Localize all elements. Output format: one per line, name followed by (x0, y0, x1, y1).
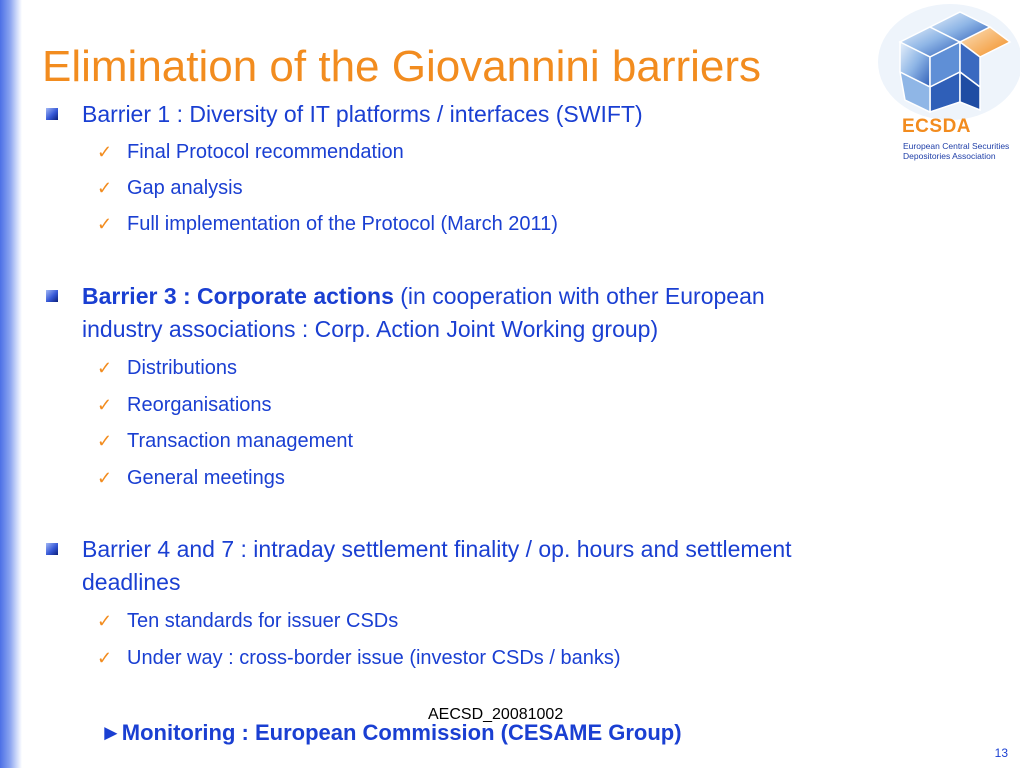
section-2-item-4: General meetings (127, 467, 285, 489)
monitoring-line: ►Monitoring : European Commission (CESAME Group) (100, 720, 682, 745)
section-3-heading (82, 533, 792, 599)
section-2-heading-line-1: (in cooperation with other European (393, 283, 765, 309)
section-2-heading (82, 280, 765, 346)
footer-document-code: AECSD_20081002 (428, 706, 564, 723)
checkmark-icon: ✓ (97, 648, 113, 668)
page-number: 13 (994, 746, 1008, 760)
section-1-item-2: Gap analysis (127, 177, 243, 199)
checkmark-icon: ✓ (97, 468, 113, 488)
section-1-heading: Barrier 1 : Diversity of IT platforms / interfaces (SWIFT) (82, 101, 643, 127)
checkmark-icon: ✓ (97, 431, 113, 451)
checkmark-icon: ✓ (97, 214, 113, 234)
section-2-item-1: Distributions (127, 357, 238, 379)
section-3-item-1: Ten standards for issuer CSDs (127, 610, 399, 632)
checkmark-icon: ✓ (97, 358, 113, 378)
section-1-item-3: Full implementation of the Protocol (March 2011) (127, 213, 558, 235)
checkmark-icon: ✓ (97, 395, 113, 415)
section-2-item-2: Reorganisations (127, 394, 272, 416)
logo-subtitle-line-2: Depositories Association (903, 151, 996, 161)
checkmark-icon: ✓ (97, 178, 113, 198)
slide-title: Elimination of the Giovannini barriers (42, 42, 762, 91)
bullet-square-icon (46, 108, 58, 120)
checkmark-icon: ✓ (97, 142, 113, 162)
section-1-item-1: Final Protocol recommendation (127, 141, 404, 163)
bullet-square-icon (46, 290, 58, 302)
bullet-square-icon (46, 543, 58, 555)
section-2-heading-line-2: industry associations : Corp. Action Joint Working group) (82, 316, 659, 342)
section-3-heading-line-2: deadlines (82, 569, 181, 595)
logo-name: ECSDA (902, 116, 972, 137)
section-2-heading-bold: Barrier 3 : Corporate actions (82, 283, 394, 309)
section-3-heading-line-1: Barrier 4 and 7 : intraday settlement finality / op. hours and settlement (82, 536, 792, 562)
section-2-item-3: Transaction management (127, 430, 354, 452)
checkmark-icon: ✓ (97, 611, 113, 631)
section-3-item-2: Under way : cross-border issue (investor CSDs / banks) (127, 647, 621, 669)
logo-subtitle-line-1: European Central Securities (903, 141, 1010, 151)
